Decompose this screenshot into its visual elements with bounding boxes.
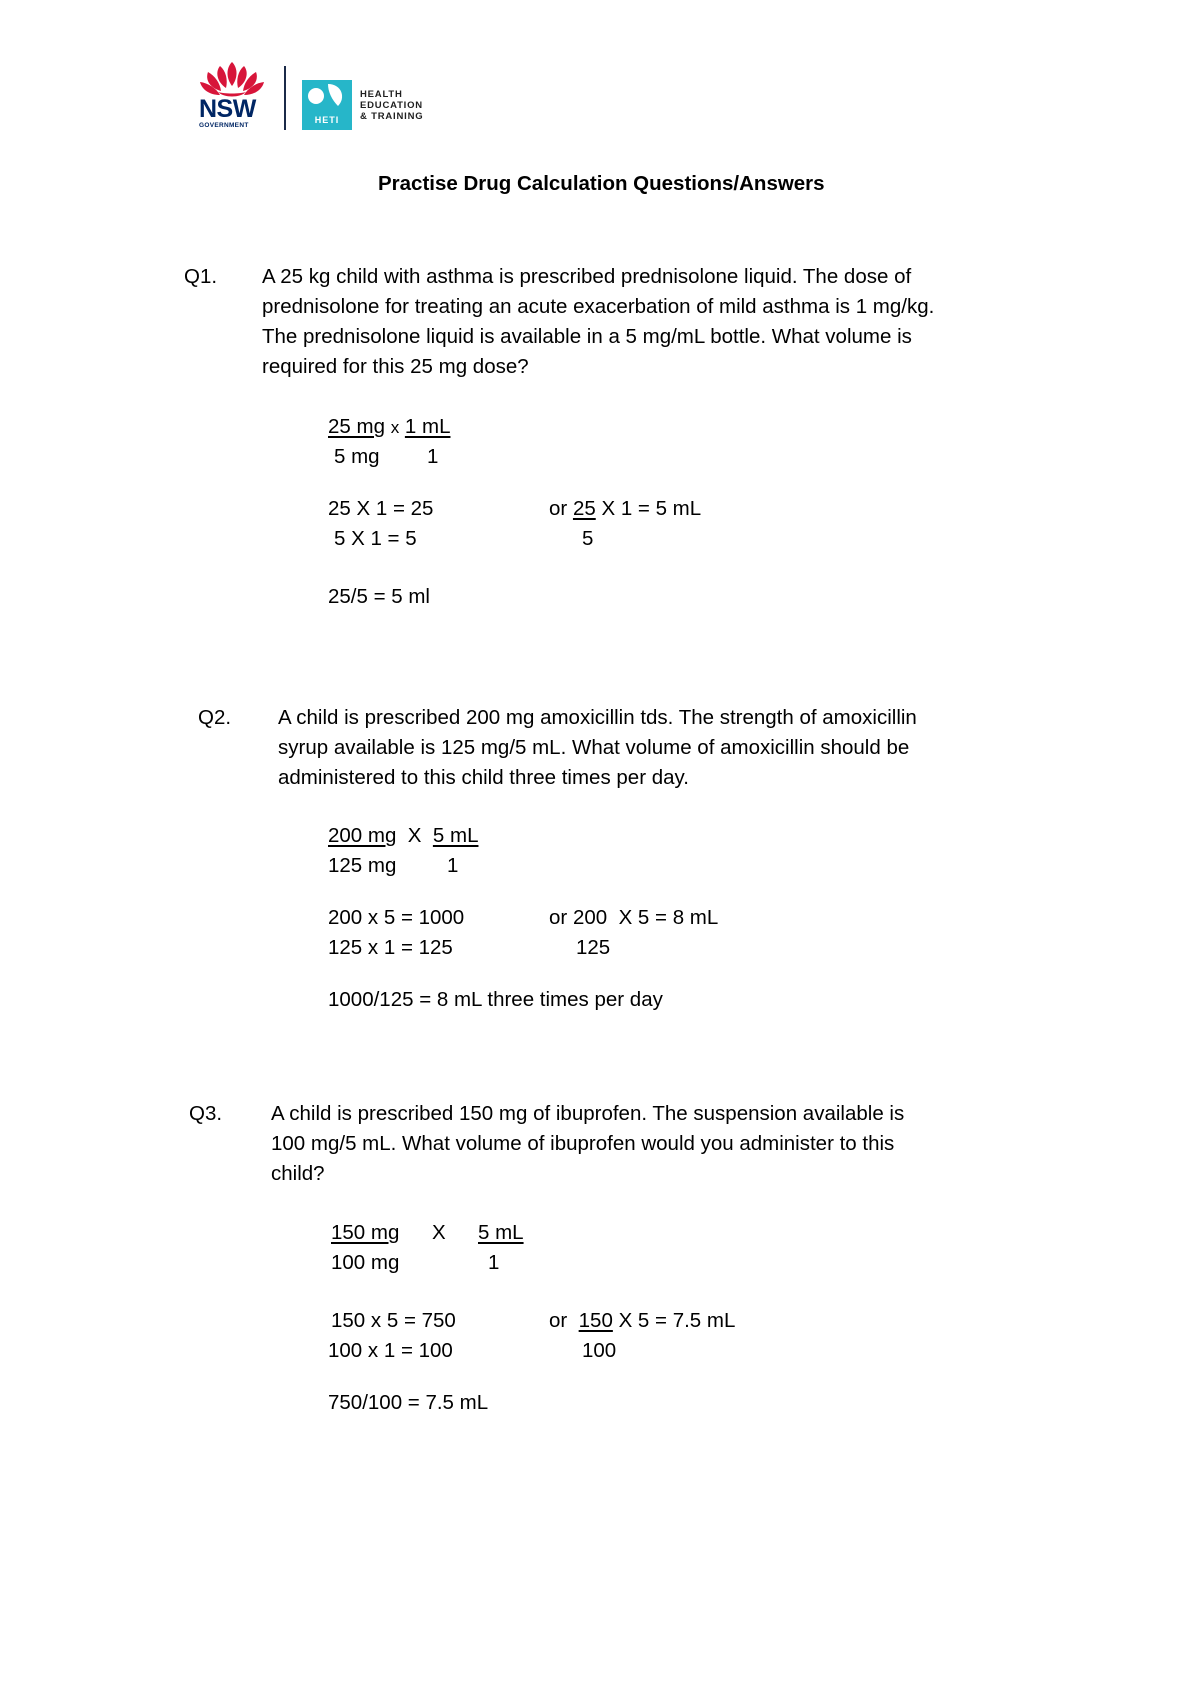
waratah-icon — [196, 58, 268, 100]
q1-alternative — [549, 494, 701, 524]
heti-icon — [302, 80, 352, 130]
q2-fraction-numerator — [328, 821, 478, 851]
q3-calc-line-2: 100 x 1 = 100 — [328, 1339, 453, 1362]
q3-alt-den: 100 — [582, 1339, 617, 1362]
q3-frac-num-a-text: 150 mg — [331, 1221, 400, 1244]
q1-alt-rest: X 1 = 5 mL — [601, 497, 702, 520]
q1-line: A 25 kg child with asthma is prescribed prednisolone liquid. The dose of — [262, 265, 912, 288]
q3-frac-num-a — [331, 1218, 399, 1248]
q2-frac-num-b: 5 mL — [432, 824, 479, 847]
q1-alt-num: 25 — [572, 497, 596, 520]
q3-result: 750/100 = 7.5 mL — [328, 1391, 489, 1414]
q3-calc-line-1: 150 x 5 = 750 — [331, 1309, 456, 1332]
q2-alt-den: 125 — [576, 936, 611, 959]
q3-line: child? — [271, 1162, 325, 1185]
q2-question-text — [278, 703, 917, 793]
nsw-government-logo — [196, 58, 268, 130]
q3-alt-rest: X 5 = 7.5 mL — [618, 1309, 736, 1332]
q3-line: 100 mg/5 mL. What volume of ibuprofen would you administer to this — [271, 1132, 895, 1155]
q2-calc-line-1: 200 x 5 = 1000 — [328, 906, 465, 929]
heti-line-training: & TRAINING — [360, 111, 424, 122]
nsw-government-label: GOVERNMENT — [199, 122, 249, 129]
q2-alt-num: 200 — [572, 906, 608, 929]
heti-line-education: EDUCATION — [360, 100, 423, 111]
q2-alternative — [549, 903, 718, 933]
q1-line: The prednisolone liquid is available in a 5 mg/mL bottle. What volume is — [262, 325, 912, 348]
q2-result: 1000/125 = 8 mL three times per day — [328, 988, 663, 1011]
heti-mark: HETI — [314, 115, 340, 125]
q1-calc-line-2: 5 X 1 = 5 — [334, 527, 417, 550]
q3-frac-den-a: 100 mg — [331, 1251, 400, 1274]
logo-divider — [284, 66, 286, 130]
q1-frac-den-b: 1 — [427, 445, 439, 468]
q2-line: administered to this child three times per day. — [278, 766, 689, 789]
q3-line: A child is prescribed 150 mg of ibuprofen. The suspension available is — [271, 1102, 905, 1125]
q1-question-text — [262, 262, 934, 382]
heti-logo — [302, 80, 432, 130]
q1-number: Q1. — [184, 265, 218, 288]
q1-result: 25/5 = 5 ml — [328, 585, 430, 608]
q3-number: Q3. — [189, 1102, 223, 1125]
q2-line: A child is prescribed 200 mg amoxicillin tds. The strength of amoxicillin — [278, 706, 917, 729]
q3-alt-prefix: or — [549, 1309, 568, 1332]
q2-line: syrup available is 125 mg/5 mL. What volume of amoxicillin should be — [278, 736, 910, 759]
q2-alt-rest: X 5 = 8 mL — [618, 906, 719, 929]
q1-line: required for this 25 mg dose? — [262, 355, 529, 378]
heti-line-health: HEALTH — [360, 89, 403, 100]
q1-frac-num-b: 1 mL — [404, 415, 451, 438]
q3-alt-num: 150 — [578, 1309, 613, 1332]
q3-alternative — [549, 1306, 735, 1336]
q2-frac-den-a: 125 mg — [328, 854, 397, 877]
q2-frac-num-a: 200 mg — [328, 824, 397, 847]
q1-line: prednisolone for treating an acute exacerbation of mild asthma is 1 mg/kg. — [262, 295, 935, 318]
q2-frac-den-b: 1 — [447, 854, 459, 877]
q2-frac-op: X — [407, 824, 422, 847]
q1-fraction-numerator — [328, 412, 450, 443]
q2-number: Q2. — [198, 706, 232, 729]
q1-frac-den-a: 5 mg — [334, 445, 380, 468]
q3-frac-num-b-text: 5 mL — [478, 1221, 524, 1244]
q1-alt-den: 5 — [582, 527, 594, 550]
q2-alt-prefix: or — [549, 906, 568, 929]
q2-calc-line-2: 125 x 1 = 125 — [328, 936, 453, 959]
q1-frac-op: x — [390, 418, 400, 437]
nsw-wordmark: NSW — [199, 95, 256, 123]
q1-calc-line-1: 25 X 1 = 25 — [328, 497, 434, 520]
q3-frac-op: X — [432, 1221, 446, 1244]
q1-frac-num-a: 25 mg — [328, 415, 385, 438]
q1-alt-prefix: or — [549, 497, 568, 520]
page-title: Practise Drug Calculation Questions/Answers — [378, 172, 825, 195]
q3-frac-den-b: 1 — [488, 1251, 500, 1274]
q3-question-text — [271, 1099, 904, 1189]
q3-frac-num-b — [478, 1218, 524, 1248]
